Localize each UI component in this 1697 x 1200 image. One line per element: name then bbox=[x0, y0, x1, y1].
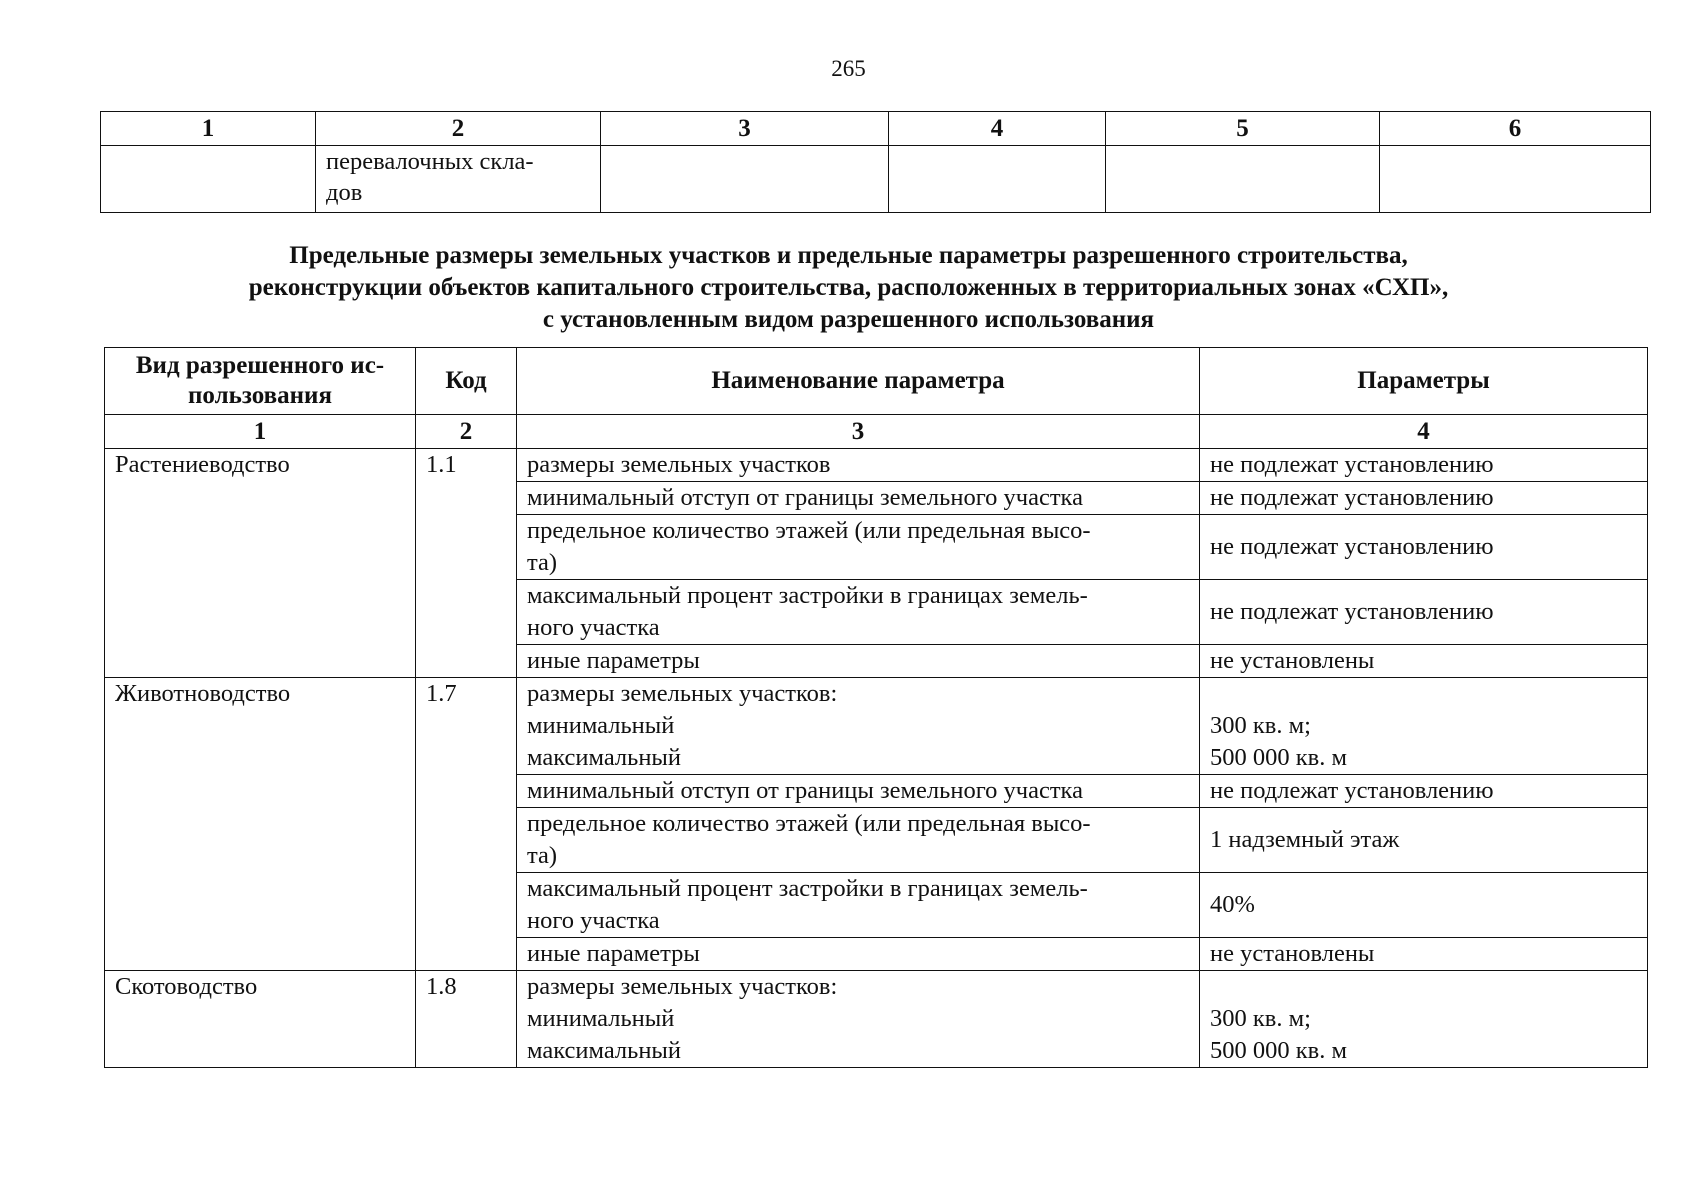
param-name-cell bbox=[517, 808, 1200, 873]
param-name-cell: иные параметры bbox=[517, 938, 1200, 971]
column-number: 2 bbox=[316, 112, 601, 146]
continuation-table bbox=[100, 111, 1651, 213]
column-number: 2 bbox=[416, 415, 517, 449]
cell-text-line: 500 000 кв. м bbox=[1210, 744, 1347, 771]
param-value-cell: 1 надземный этаж bbox=[1200, 808, 1648, 873]
cell-text-line: 300 кв. м; bbox=[1210, 712, 1311, 739]
cell-text-line: размеры земельных участков: bbox=[527, 680, 838, 707]
cell-text-line: 500 000 кв. м bbox=[1210, 1037, 1347, 1064]
cell-text-line: дов bbox=[326, 179, 363, 206]
param-value-cell: не подлежат установлению bbox=[1200, 449, 1648, 482]
heading-line: Предельные размеры земельных участков и предельные параметры разрешенного строительства, bbox=[289, 242, 1408, 269]
table-cell bbox=[101, 146, 316, 213]
param-value-cell bbox=[1200, 971, 1648, 1068]
column-numbers-row bbox=[105, 415, 1648, 449]
param-value-cell: не установлены bbox=[1200, 645, 1648, 678]
cell-text-line: ного участка bbox=[527, 907, 660, 934]
heading-line: реконструкции объектов капитального строительства, расположенных в территориальных зонах «СХП», bbox=[248, 274, 1449, 301]
column-number: 4 bbox=[889, 112, 1106, 146]
column-number: 5 bbox=[1106, 112, 1380, 146]
section-heading bbox=[0, 240, 1697, 336]
cell-text-line: максимальный bbox=[527, 744, 681, 771]
cell-text-line: та) bbox=[527, 549, 558, 576]
param-name-cell bbox=[517, 580, 1200, 645]
param-value-cell: не подлежат установлению bbox=[1200, 775, 1648, 808]
table-cell bbox=[1106, 146, 1380, 213]
header-use-type bbox=[105, 348, 416, 415]
cell-text-line: максимальный процент застройки в границах земель- bbox=[527, 875, 1088, 902]
header-param-value: Параметры bbox=[1200, 348, 1648, 415]
param-name-cell bbox=[517, 678, 1200, 775]
use-type-cell: Скотоводство bbox=[105, 971, 416, 1068]
code-cell: 1.8 bbox=[416, 971, 517, 1068]
cell-text-line: ного участка bbox=[527, 614, 660, 641]
continuation-row bbox=[101, 146, 1651, 213]
cell-text-line: максимальный bbox=[527, 1037, 681, 1064]
cell-text-line: та) bbox=[527, 842, 558, 869]
heading-line: с установленным видом разрешенного использования bbox=[542, 306, 1155, 333]
continuation-header-row bbox=[101, 112, 1651, 146]
cell-text-line: размеры земельных участков: bbox=[527, 973, 838, 1000]
use-type-cell: Животноводство bbox=[105, 678, 416, 971]
column-number: 6 bbox=[1380, 112, 1651, 146]
param-value-cell bbox=[1200, 678, 1648, 775]
param-value-cell: не подлежат установлению bbox=[1200, 515, 1648, 580]
param-value-cell: 40% bbox=[1200, 873, 1648, 938]
param-value-cell: не подлежат установлению bbox=[1200, 482, 1648, 515]
param-name-cell bbox=[517, 873, 1200, 938]
param-name-cell: размеры земельных участков bbox=[517, 449, 1200, 482]
header-line: пользования bbox=[188, 382, 332, 409]
param-name-cell: иные параметры bbox=[517, 645, 1200, 678]
cell-text-line: минимальный bbox=[527, 712, 675, 739]
cell-text-line: минимальный bbox=[527, 1005, 675, 1032]
code-cell: 1.7 bbox=[416, 678, 517, 971]
param-name-cell: минимальный отступ от границы земельного участка bbox=[517, 775, 1200, 808]
use-type-cell: Растениеводство bbox=[105, 449, 416, 678]
table-cell bbox=[1380, 146, 1651, 213]
column-number: 3 bbox=[517, 415, 1200, 449]
column-number: 1 bbox=[101, 112, 316, 146]
table-cell bbox=[601, 146, 889, 213]
header-code: Код bbox=[416, 348, 517, 415]
cell-text-line: предельное количество этажей (или предельная высо- bbox=[527, 517, 1091, 544]
table-row bbox=[105, 971, 1648, 1068]
table-row bbox=[105, 678, 1648, 775]
header-row bbox=[105, 348, 1648, 415]
table-cell bbox=[316, 146, 601, 213]
cell-text-line: максимальный процент застройки в границах земель- bbox=[527, 582, 1088, 609]
page-number: 265 bbox=[831, 56, 866, 81]
code-cell: 1.1 bbox=[416, 449, 517, 678]
parameters-table bbox=[104, 347, 1648, 1068]
param-value-cell: не подлежат установлению bbox=[1200, 580, 1648, 645]
table-row bbox=[105, 449, 1648, 482]
param-value-cell: не установлены bbox=[1200, 938, 1648, 971]
column-number: 1 bbox=[105, 415, 416, 449]
param-name-cell bbox=[517, 515, 1200, 580]
table-cell bbox=[889, 146, 1106, 213]
header-param-name: Наименование параметра bbox=[517, 348, 1200, 415]
column-number: 3 bbox=[601, 112, 889, 146]
cell-text-line: перевалочных скла- bbox=[326, 148, 534, 175]
column-number: 4 bbox=[1200, 415, 1648, 449]
cell-text-line: 300 кв. м; bbox=[1210, 1005, 1311, 1032]
param-name-cell bbox=[517, 971, 1200, 1068]
cell-text-line: предельное количество этажей (или предельная высо- bbox=[527, 810, 1091, 837]
param-name-cell: минимальный отступ от границы земельного участка bbox=[517, 482, 1200, 515]
header-line: Вид разрешенного ис- bbox=[135, 352, 385, 379]
